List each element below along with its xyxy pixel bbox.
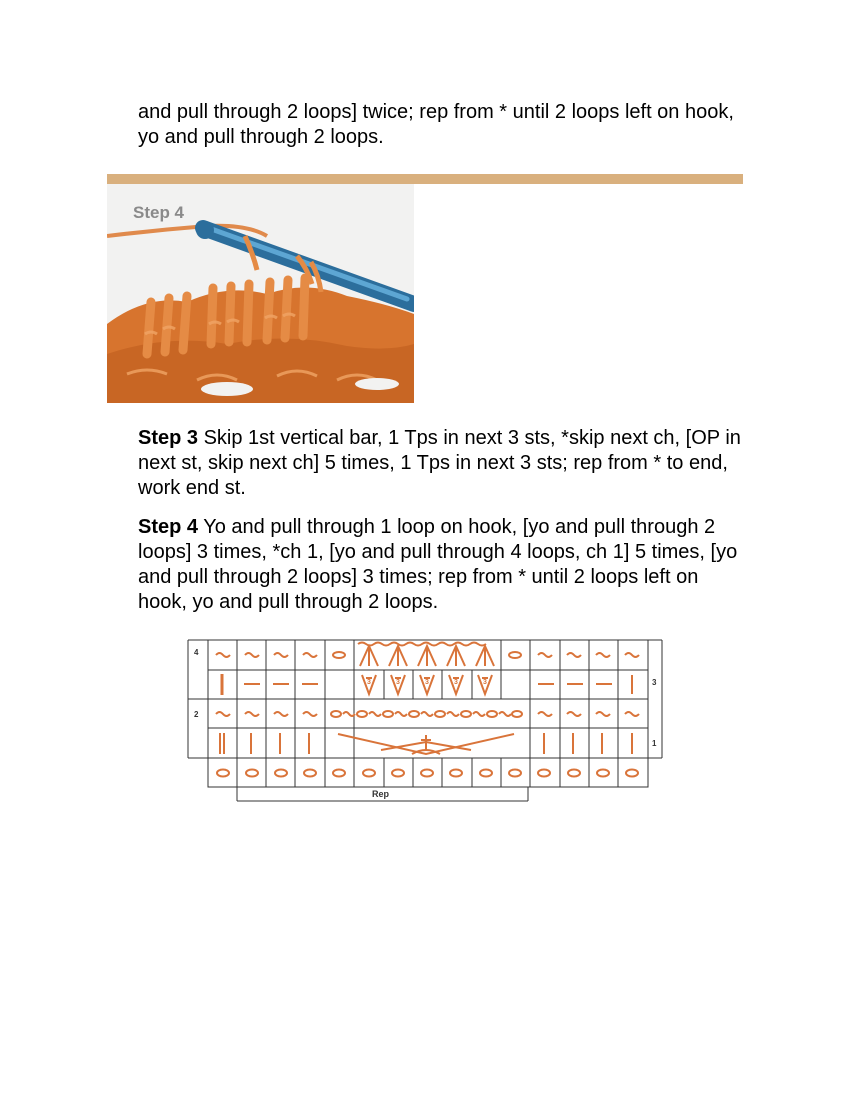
step-4-text: Yo and pull through 1 loop on hook, [yo and pull through 2 loops] 3 times, *ch 1, [yo and pull through 4 loops, ch 1] 5 times, [yo and pull through 2 loops] 3 times; rep from * until 2 loops left on hook, yo and pull through 2 loops. bbox=[138, 516, 738, 613]
puff-count-1: 3 bbox=[367, 679, 371, 686]
chart-symbols bbox=[216, 643, 639, 777]
puff-count-3: 3 bbox=[425, 679, 429, 686]
step-3-text: Skip 1st vertical bar, 1 Tps in next 3 sts, *skip next ch, [OP in next st, skip next ch] 5 times, 1 Tps in next 3 sts; rep from * to end, work end st. bbox=[138, 427, 741, 499]
puff-count-4: 3 bbox=[454, 679, 458, 686]
step-4-paragraph bbox=[138, 515, 748, 615]
row-label-2: 2 bbox=[194, 710, 199, 719]
intro-paragraph bbox=[138, 100, 748, 150]
intro-text: and pull through 2 loops] twice; rep from * until 2 loops left on hook, yo and pull through 2 loops. bbox=[138, 101, 734, 148]
crochet-stitch-chart bbox=[186, 638, 666, 804]
step-3-title: Step 3 bbox=[138, 427, 199, 449]
puff-count-5: 3 bbox=[483, 679, 487, 686]
step-3-paragraph bbox=[138, 426, 748, 501]
puff-count-2: 3 bbox=[396, 679, 400, 686]
step-4-photo bbox=[107, 184, 414, 403]
step-4-title: Step 4 bbox=[138, 516, 199, 538]
section-divider bbox=[107, 174, 743, 184]
row-label-3: 3 bbox=[652, 678, 657, 687]
row-label-4: 4 bbox=[194, 648, 199, 657]
rep-label: Rep bbox=[372, 789, 390, 799]
photo-step-label: Step 4 bbox=[133, 203, 185, 222]
step-4-photo-illustration bbox=[107, 184, 414, 403]
row-label-1: 1 bbox=[652, 739, 657, 748]
